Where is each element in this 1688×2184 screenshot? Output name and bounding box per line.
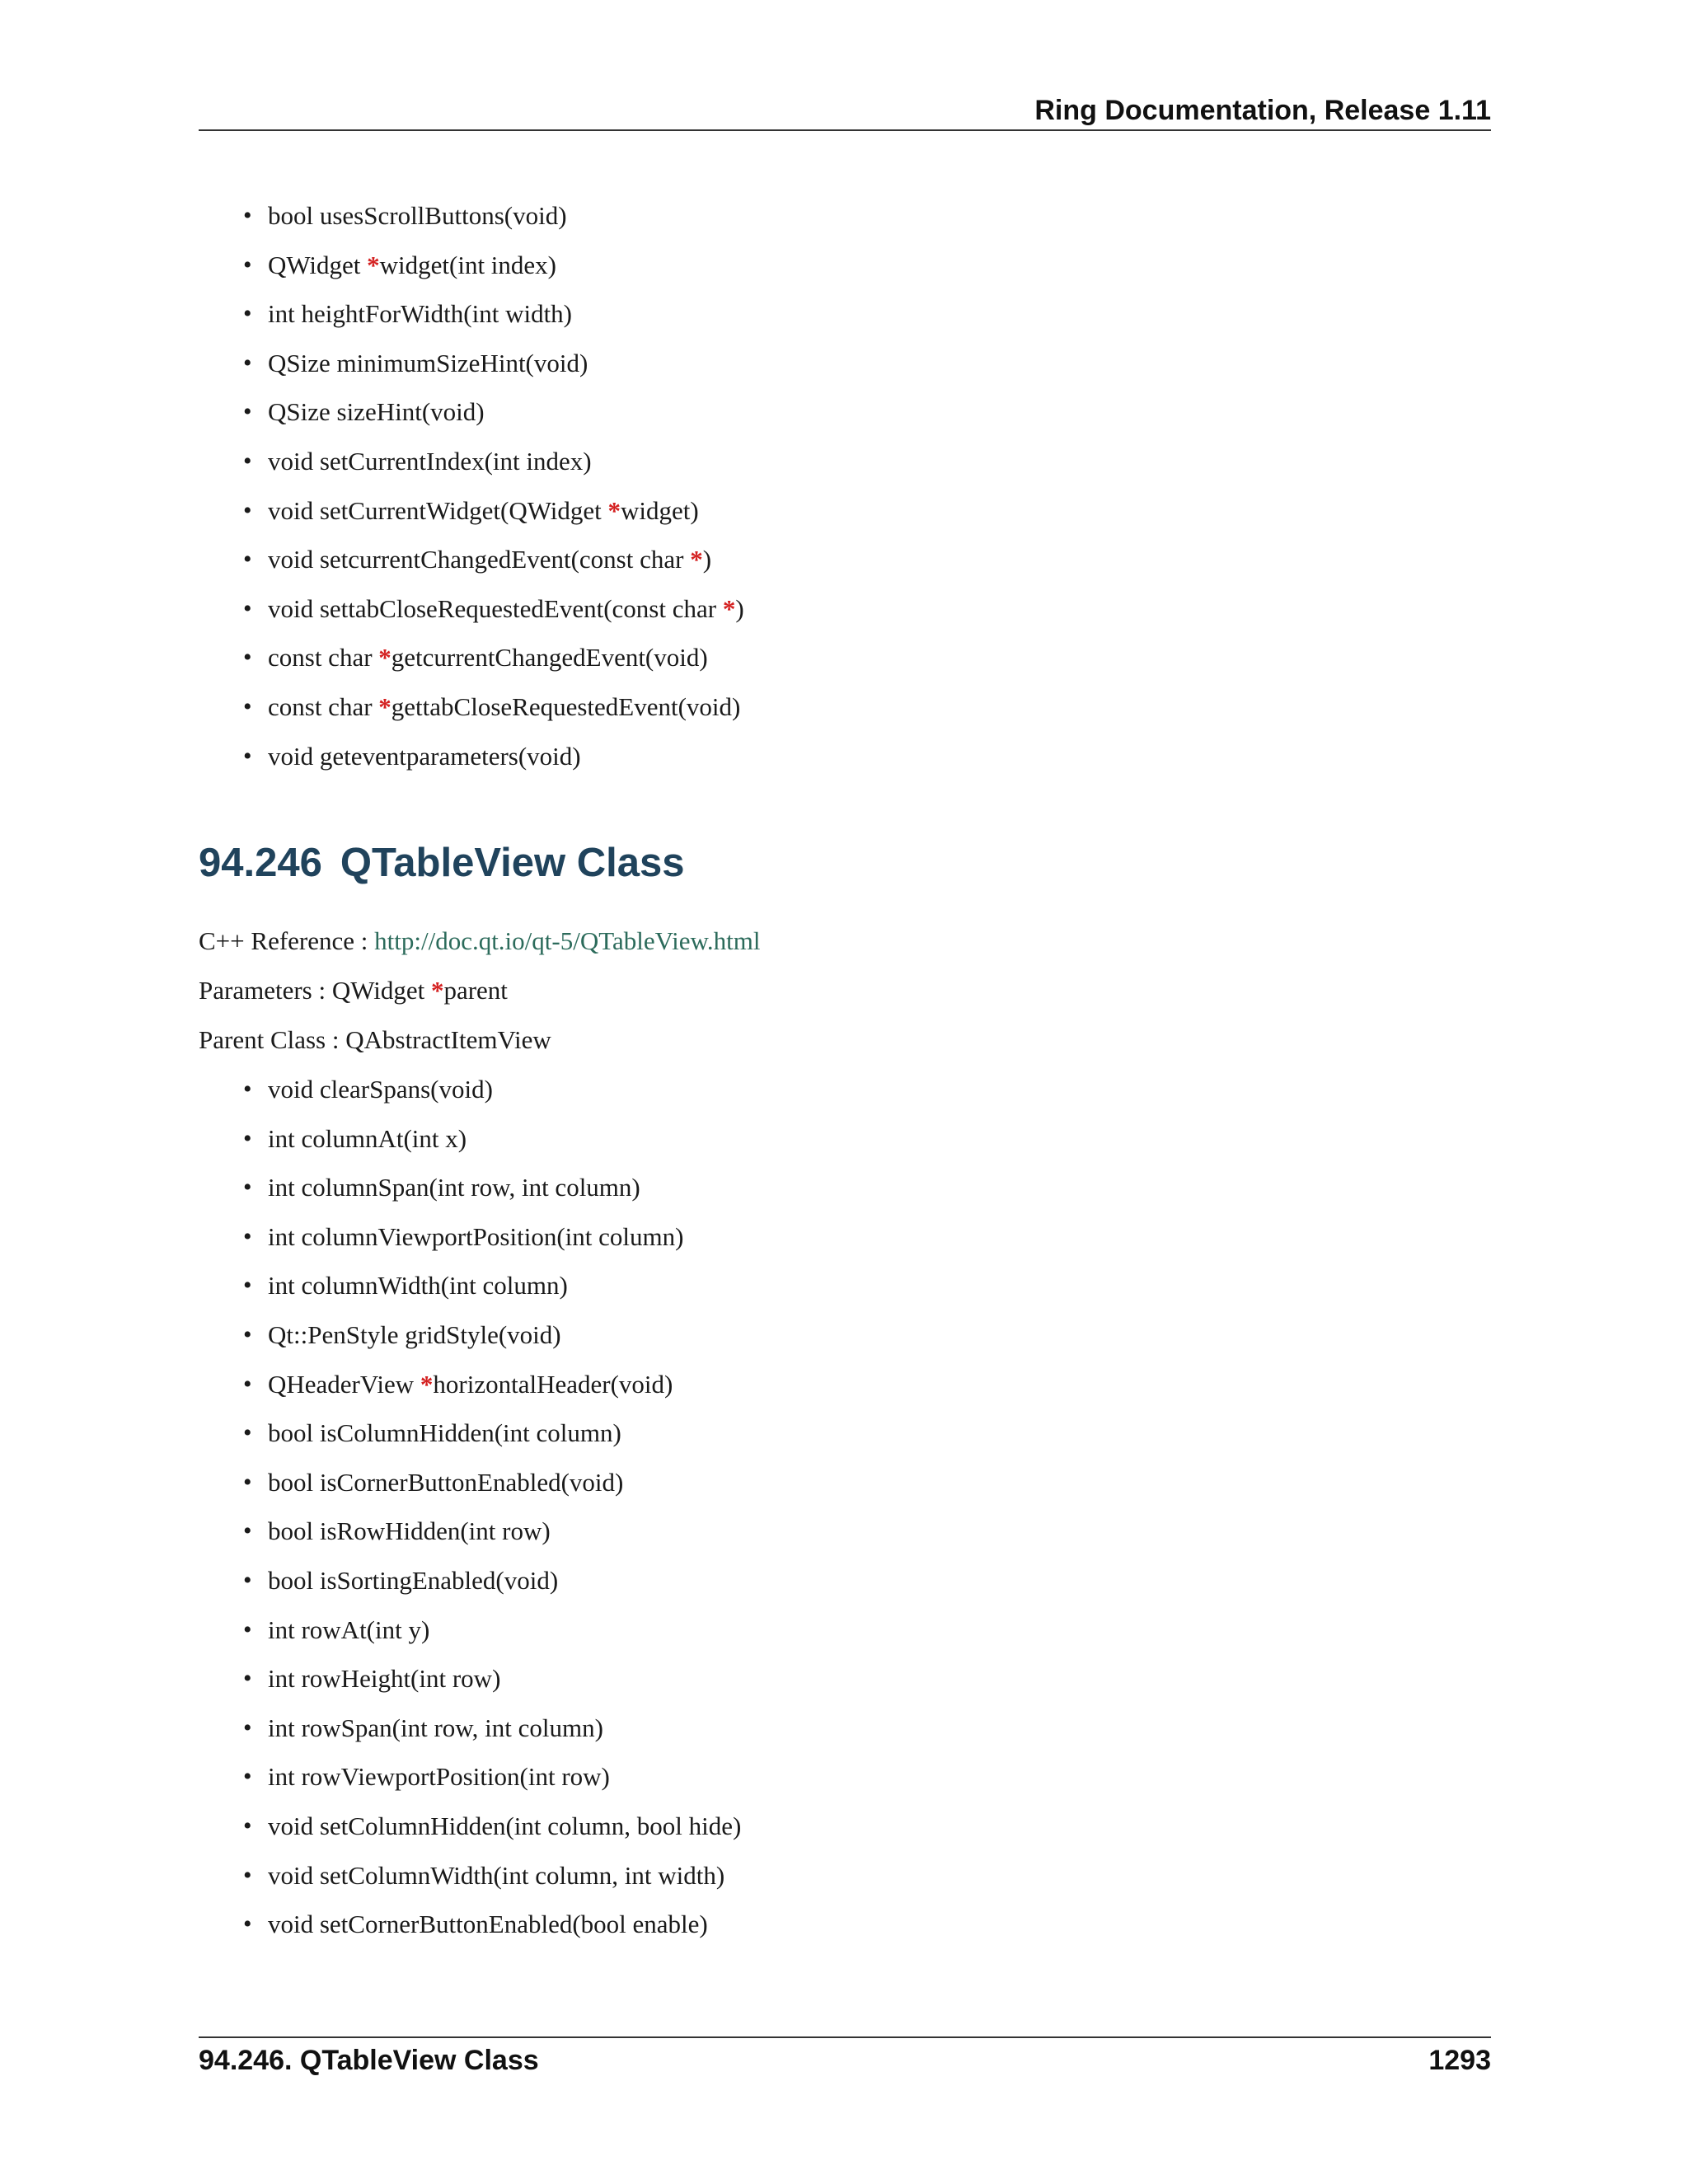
section-heading — [199, 837, 684, 888]
method-signature-text: QSize sizeHint(void) — [268, 397, 485, 427]
method-item — [268, 691, 740, 724]
parent-class-line: Parent Class : QAbstractItemView — [199, 1025, 551, 1054]
method-signature-text: bool usesScrollButtons(void) — [268, 201, 567, 230]
method-signature-text: const char — [268, 643, 379, 673]
footer-divider — [199, 2036, 1491, 2038]
pointer-star: * — [430, 976, 444, 1005]
method-signature-text: int rowAt(int y) — [268, 1615, 430, 1644]
method-signature-text: int rowHeight(int row) — [268, 1664, 501, 1694]
method-item — [268, 1221, 683, 1254]
pointer-star: * — [378, 692, 392, 721]
method-signature-text: int columnSpan(int row, int column) — [268, 1173, 640, 1202]
method-item — [268, 641, 708, 674]
method-item — [268, 1712, 603, 1745]
method-item — [268, 1368, 673, 1401]
method-signature-text: widget(int index) — [379, 250, 557, 279]
running-header: Ring Documentation, Release 1.11 — [1034, 95, 1491, 126]
parameters-value: parent — [443, 976, 508, 1005]
method-item — [268, 740, 581, 773]
method-signature-text: void setCornerButtonEnabled(bool enable) — [268, 1910, 708, 1939]
method-item — [268, 199, 567, 232]
method-signature-text: bool isCornerButtonEnabled(void) — [268, 1467, 624, 1497]
section-title-text: QTableView Class — [340, 841, 685, 885]
cpp-reference-label: C++ Reference : — [199, 926, 375, 955]
method-item — [268, 298, 572, 330]
pointer-star: * — [367, 250, 380, 279]
method-signature-text: int heightForWidth(int width) — [268, 299, 573, 329]
method-signature-text: int rowSpan(int row, int column) — [268, 1713, 603, 1742]
method-signature-text: QWidget — [268, 250, 368, 279]
method-signature-text: ) — [735, 593, 744, 623]
method-signature-text: Qt::PenStyle gridStyle(void) — [268, 1320, 561, 1349]
footer-section-title: 94.246. QTableView Class — [199, 2045, 539, 2076]
parameters-label: Parameters : QWidget — [199, 976, 431, 1005]
method-signature-text: horizontalHeader(void) — [433, 1369, 673, 1399]
method-signature-text: void setCurrentIndex(int index) — [268, 447, 592, 476]
method-signature-text: void setcurrentChangedEvent(const char — [268, 545, 691, 574]
method-signature-text: const char — [268, 692, 379, 721]
method-signature-text: bool isColumnHidden(int column) — [268, 1418, 621, 1448]
method-signature-text: ) — [702, 545, 712, 574]
method-item — [268, 1122, 467, 1155]
method-signature-text: QHeaderView — [268, 1369, 420, 1399]
method-item — [268, 1859, 724, 1892]
method-item — [268, 1073, 493, 1106]
method-signature-text: QSize minimumSizeHint(void) — [268, 348, 588, 377]
method-item — [268, 1614, 429, 1647]
method-item — [268, 1466, 623, 1499]
method-item — [268, 1810, 741, 1843]
cpp-reference-link[interactable]: http://doc.qt.io/qt-5/QTableView.html — [374, 926, 761, 955]
pointer-star: * — [607, 495, 621, 525]
method-signature-text: void setColumnWidth(int column, int width) — [268, 1860, 725, 1890]
method-item — [268, 1760, 610, 1793]
method-signature-text: int columnAt(int x) — [268, 1123, 467, 1153]
method-signature-text: void setColumnHidden(int column, bool hide) — [268, 1811, 742, 1840]
method-item — [268, 1564, 558, 1597]
method-signature-text: getcurrentChangedEvent(void) — [391, 643, 708, 673]
method-signature-text: int columnWidth(int column) — [268, 1271, 568, 1301]
method-item — [268, 1319, 561, 1352]
method-signature-text: void setCurrentWidget(QWidget — [268, 495, 608, 525]
method-signature-text: gettabCloseRequestedEvent(void) — [391, 692, 741, 721]
method-signature-text: widget) — [620, 495, 699, 525]
method-item — [268, 1662, 500, 1695]
method-item — [268, 1908, 708, 1941]
method-signature-text: void clearSpans(void) — [268, 1075, 493, 1104]
method-signature-text: bool isRowHidden(int row) — [268, 1516, 551, 1546]
method-signature-text: int columnViewportPosition(int column) — [268, 1221, 684, 1251]
method-signature-text: bool isSortingEnabled(void) — [268, 1566, 559, 1595]
method-item — [268, 1269, 568, 1302]
pointer-star: * — [420, 1369, 434, 1399]
section-number: 94.246 — [199, 841, 322, 885]
pointer-star: * — [722, 593, 736, 623]
method-item — [268, 396, 485, 429]
page-number: 1293 — [1428, 2045, 1491, 2076]
method-item — [268, 347, 588, 380]
method-item — [268, 494, 699, 527]
pointer-star: * — [690, 545, 703, 574]
method-item — [268, 445, 592, 478]
header-divider — [199, 129, 1491, 131]
parameters-line — [199, 974, 508, 1007]
pointer-star: * — [378, 643, 392, 673]
method-item — [268, 1515, 551, 1548]
method-signature-text: void geteventparameters(void) — [268, 741, 581, 771]
method-item — [268, 593, 744, 626]
method-signature-text: void settabCloseRequestedEvent(const char — [268, 593, 723, 623]
cpp-reference-line — [199, 925, 761, 958]
method-item — [268, 1171, 640, 1204]
method-item — [268, 543, 711, 576]
method-item — [268, 1417, 621, 1450]
method-signature-text: int rowViewportPosition(int row) — [268, 1762, 610, 1792]
method-item — [268, 249, 556, 282]
